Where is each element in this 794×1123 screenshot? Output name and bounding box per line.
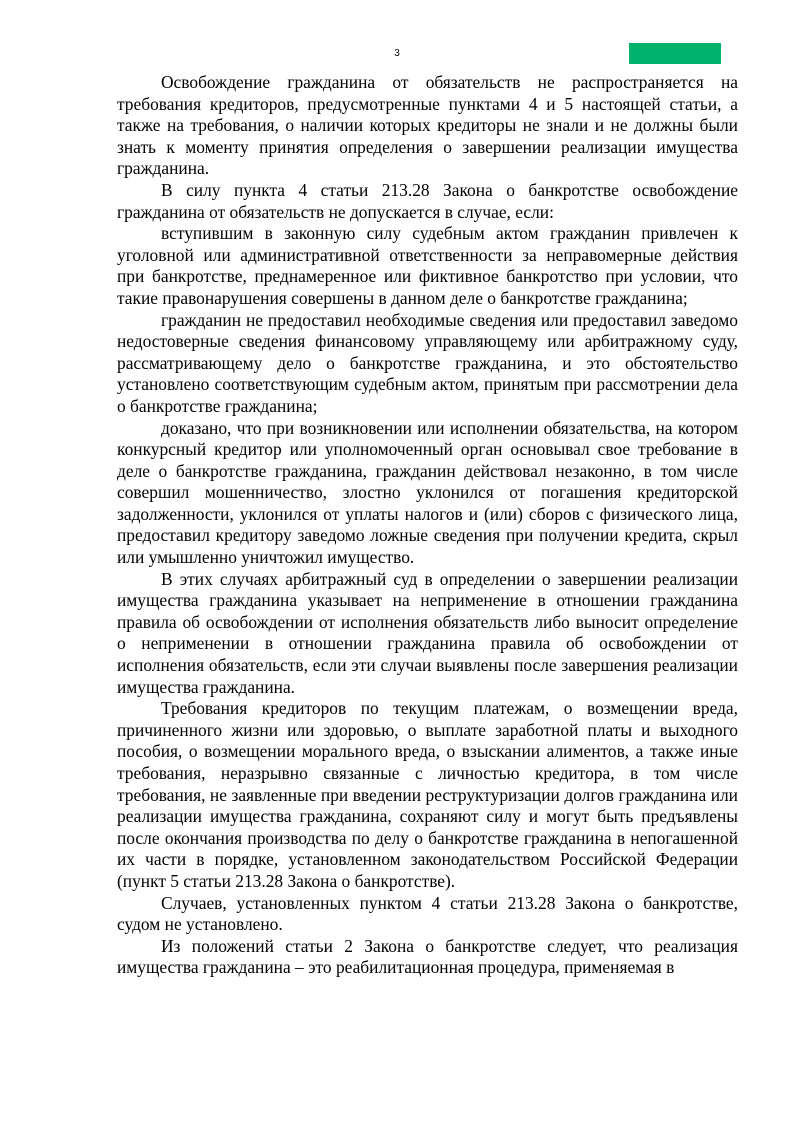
green-tag <box>629 43 721 64</box>
paragraph-1: Освобождение гражданина от обязательств не распространяется на требования кредиторов, предусмотренные пунктами 4 и 5 настоящей статьи, а также на требования, о наличии которых кредиторы не знали и не должны были знать к моменту принятия определения о завершении реализации имущества гражданина. <box>117 72 738 179</box>
paragraph-4: гражданин не предоставил необходимые сведения или предоставил заведомо недостоверные сведения финансовому управляющему или арбитражному суду, рассматривающему дело о банкротстве гражданина, и это обстоятельство установлено соответствующим судебным актом, принятым при рассмотрении дела о банкротстве гражданина; <box>117 309 738 416</box>
paragraph-2: В силу пункта 4 статьи 213.28 Закона о банкротстве освобождение гражданина от обязательств не допускается в случае, если: <box>117 179 738 222</box>
document-body <box>117 72 738 979</box>
paragraph-8: Случаев, установленных пунктом 4 статьи 213.28 Закона о банкротстве, судом не установлено. <box>117 892 738 935</box>
paragraph-7: Требования кредиторов по текущим платежам, о возмещении вреда, причиненного жизни или здоровью, о выплате заработной платы и выходного пособия, о возмещении морального вреда, о взыскании алиментов, а также иные требования, неразрывно связанные с личностью кредитора, в том числе требования, не заявленные при введении реструктуризации долгов гражданина или реализации имущества гражданина, сохраняют силу и могут быть предъявлены после окончания производства по делу о банкротстве гражданина в непогашенной их части в порядке, установленном законодательством Российской Федерации (пункт 5 статьи 213.28 Закона о банкротстве). <box>117 698 738 891</box>
paragraph-5: доказано, что при возникновении или исполнении обязательства, на котором конкурсный кредитор или уполномоченный орган основывал свое требование в деле о банкротстве гражданина, гражданин действовал незаконно, в том числе совершил мошенничество, злостно уклонился от погашения кредиторской задолженности, уклонился от уплаты налогов и (или) сборов с физического лица, предоставил кредитору заведомо ложные сведения при получении кредита, скрыл или умышленно уничтожил имущество. <box>117 417 738 568</box>
page-number: 3 <box>394 48 400 59</box>
paragraph-9: Из положений статьи 2 Закона о банкротстве следует, что реализация имущества гражданина – это реабилитационная процедура, применяемая в <box>117 935 738 978</box>
paragraph-6: В этих случаях арбитражный суд в определении о завершении реализации имущества гражданина указывает на неприменение в отношении гражданина правила об освобождении от исполнения обязательств либо выносит определение о неприменении в отношении гражданина правила об освобождении от исполнения обязательств, если эти случаи выявлены после завершения реализации имущества гражданина. <box>117 568 738 697</box>
paragraph-3: вступившим в законную силу судебным актом гражданин привлечен к уголовной или административной ответственности за неправомерные действия при банкротстве, преднамеренное или фиктивное банкротство при условии, что такие правонарушения совершены в данном деле о банкротстве гражданина; <box>117 223 738 308</box>
